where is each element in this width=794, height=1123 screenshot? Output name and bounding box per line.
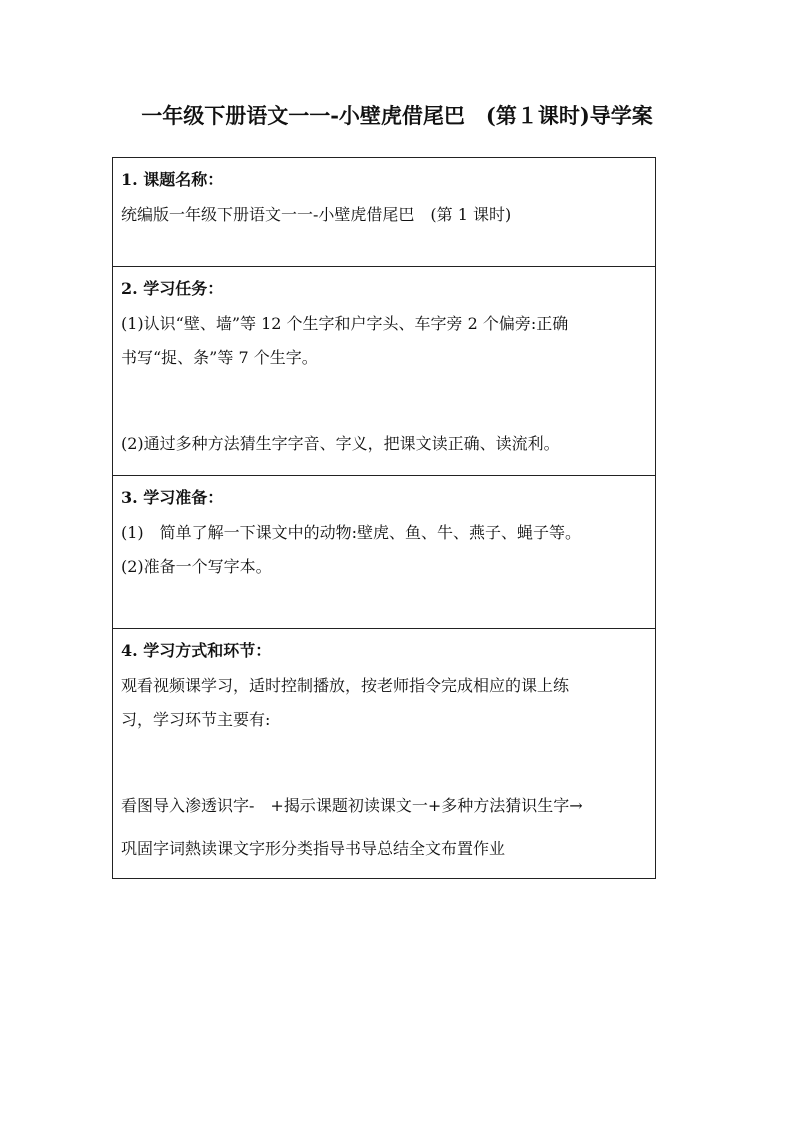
section-text-line: 习，学习环节主要有: xyxy=(121,710,271,729)
section-text-line: (2)通过多种方法猜生字字音、字义，把课文读正确、读流利。 xyxy=(121,434,560,453)
section-text-line: 统编版一年级下册语文一一-小壁虎借尾巴 (第 1 课时) xyxy=(121,205,512,224)
blank-spacer xyxy=(121,379,647,422)
document-title: 一年级下册语文一一-小壁虎借尾巴 (第１课时)导学案 xyxy=(141,103,653,128)
section-learning-methods xyxy=(113,628,655,878)
section-text-line: (1)认识“壁、墙”等 12 个生字和户字头、车字旁 2 个偏旁:正确 xyxy=(121,314,569,333)
section-heading: 4. 学习方式和环节： xyxy=(121,641,272,660)
section-heading: 2. 学习任务： xyxy=(121,279,224,298)
section-text-line: 巩固字词熱读课文字形分类指导书导总结全文布置作业 xyxy=(121,839,506,858)
section-text-line: 书写“捉、条”等 7 个生字。 xyxy=(121,348,318,367)
section-text-line: (2)准备一个写字本。 xyxy=(121,557,272,576)
section-topic-name xyxy=(113,158,655,266)
section-text-line: (1) 简单了解一下课文中的动物:壁虎、鱼、牛、燕子、蝇子等。 xyxy=(121,523,582,542)
study-guide-table xyxy=(112,157,656,879)
section-text-line: 看图导入渗透识字- +揭示课题初读课文一+多种方法猜识生字→ xyxy=(121,796,583,815)
section-learning-preparation xyxy=(113,475,655,628)
blank-spacer xyxy=(121,741,647,784)
section-text-line: 观看视频课学习，适时控制播放，按老师指令完成相应的课上练 xyxy=(121,676,570,695)
section-heading: 1. 课题名称： xyxy=(121,170,224,189)
section-heading: 3. 学习准备： xyxy=(121,488,224,507)
section-learning-tasks xyxy=(113,266,655,475)
